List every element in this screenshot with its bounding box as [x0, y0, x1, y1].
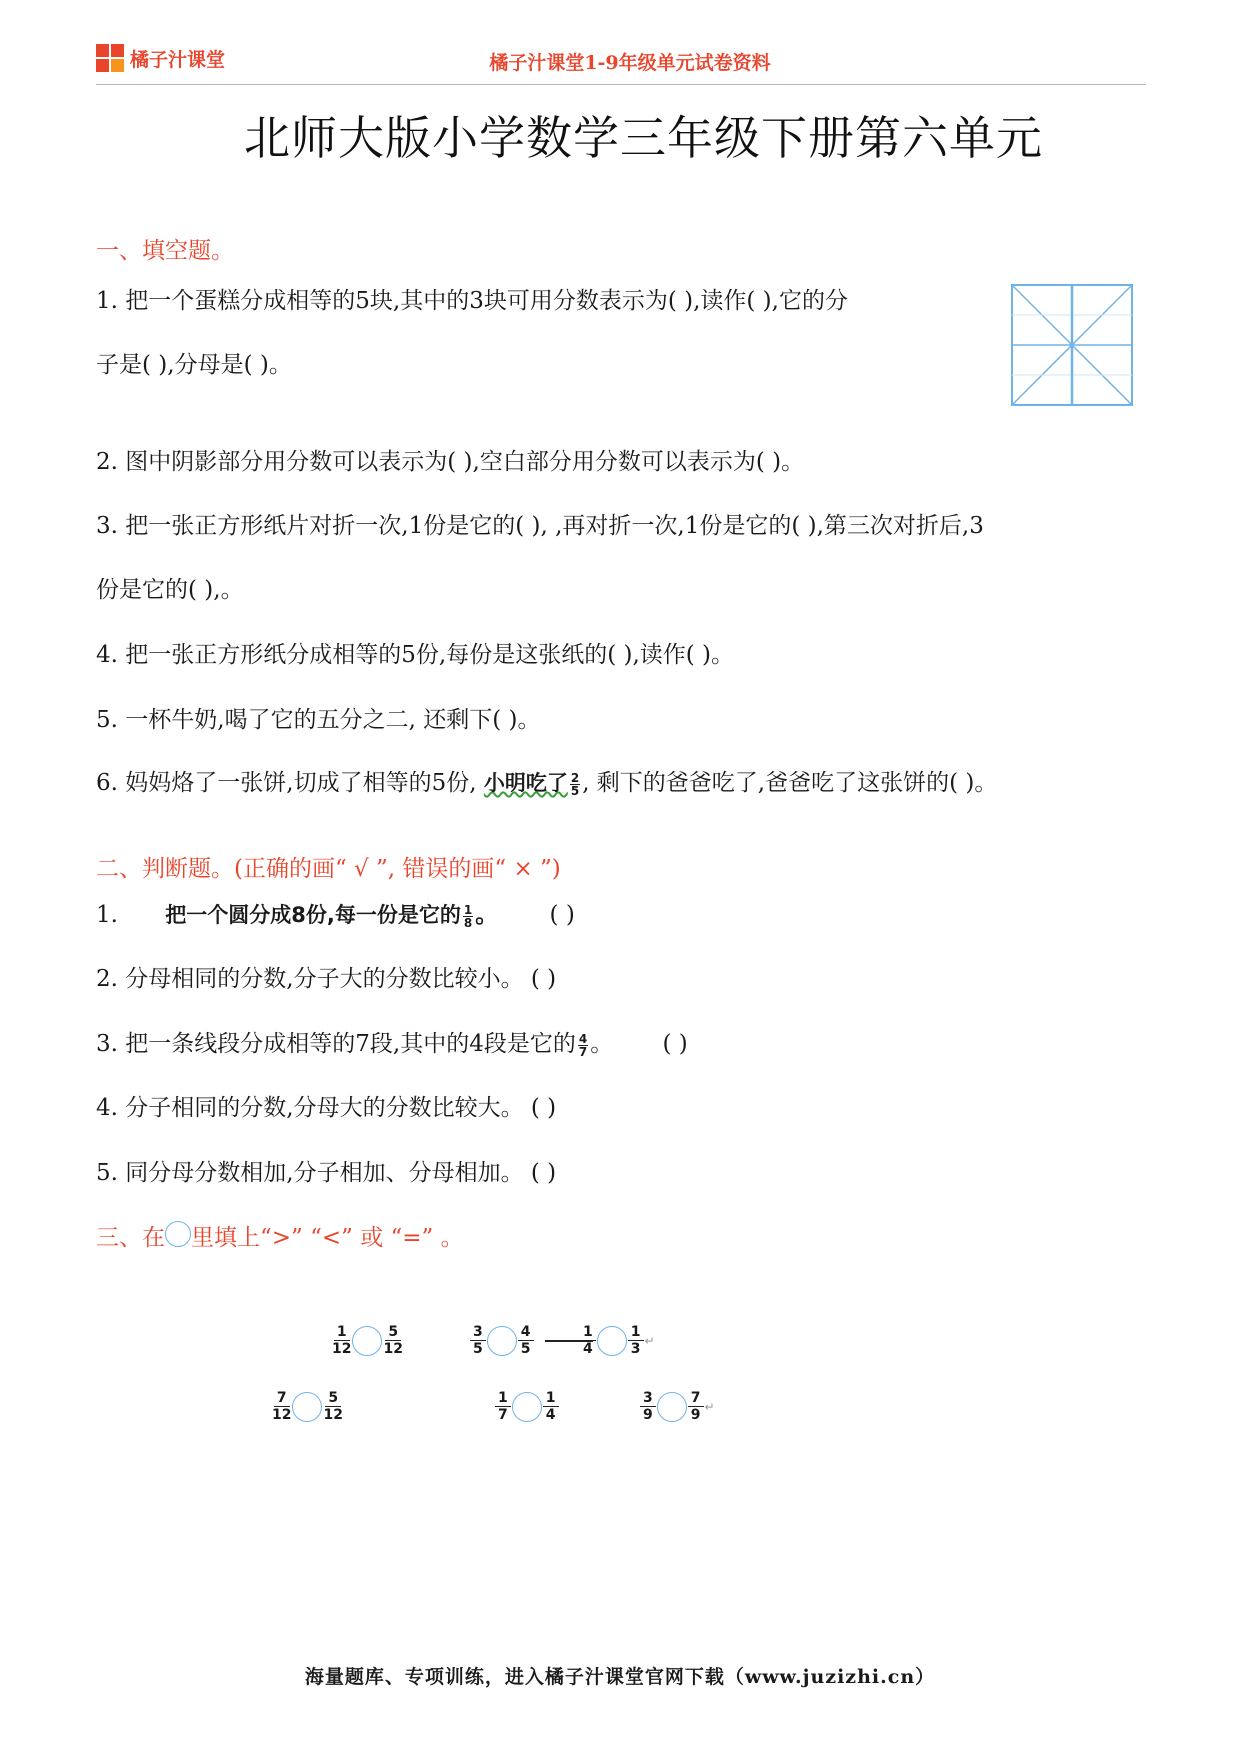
question-2-3-after: 。 [590, 1031, 614, 1057]
fraction-numerator: 3 [470, 1324, 486, 1341]
question-1-2: 2. 图中阴影部分用分数可以表示为( ),空白部分用分数可以表示为( )。 [96, 449, 805, 475]
section-2-heading: 二、判断题。(正确的画“ √ ”, 错误的画“ × ”) [96, 856, 561, 882]
fraction [570, 772, 580, 797]
fraction-right [543, 1390, 559, 1423]
fraction-numerator: 3 [640, 1390, 656, 1407]
fraction-numerator: 7 [274, 1390, 290, 1407]
question-1-4: 4. 把一张正方形纸分成相等的5份,每份是这张纸的( ),读作( )。 [96, 642, 735, 668]
fraction-right [323, 1390, 342, 1423]
logo-icon [96, 44, 124, 72]
return-mark-icon: ↵ [704, 1399, 715, 1414]
fraction-denominator: 12 [383, 1341, 403, 1357]
question-2-1 [96, 896, 575, 929]
comparison-item [580, 1324, 655, 1357]
brand-logo [96, 44, 225, 72]
footer-text: 海量题库、专项训练，进入橘子汁课堂官网下载（www.juzizhi.cn） [304, 1666, 936, 1688]
fraction-right [518, 1324, 534, 1357]
question-2-5: 5. 同分母分数相加,分子相加、分母相加。 ( ) [96, 1160, 557, 1186]
fraction-denominator: 9 [643, 1407, 653, 1423]
fraction-numerator: 1 [543, 1390, 559, 1407]
comparison-item [640, 1390, 715, 1423]
fraction [463, 904, 473, 929]
compare-circle[interactable] [597, 1326, 627, 1356]
fraction-numerator: 1 [463, 902, 473, 917]
circle-icon [165, 1221, 191, 1247]
fraction [578, 1033, 588, 1058]
question-1-6-before: 6. 妈妈烙了一张饼,切成了相等的5份, [96, 770, 484, 796]
comparison-item [332, 1324, 403, 1357]
section-3-heading-after: 里填上“>” “<” 或 “=” 。 [191, 1225, 464, 1251]
fraction-denominator: 4 [545, 1407, 556, 1423]
question-2-3-text: 3. 把一条线段分成相等的7段,其中的4段是它的 [96, 1031, 576, 1057]
fraction-denominator: 9 [690, 1407, 701, 1423]
fraction-numerator: 5 [325, 1390, 341, 1407]
fraction-denominator: 12 [272, 1407, 292, 1423]
question-1-5: 5. 一杯牛奶,喝了它的五分之二, 还剩下( )。 [96, 707, 541, 733]
fraction-numerator: 7 [688, 1390, 704, 1407]
fraction-numerator: 2 [570, 770, 580, 785]
section-3-heading-before: 三、在 [96, 1225, 165, 1251]
answer-paren[interactable]: ( ) [549, 902, 575, 928]
question-1-6-highlight: 小明吃了 [483, 771, 568, 795]
fraction-numerator: 1 [334, 1324, 350, 1341]
comparison-item [272, 1390, 343, 1423]
fraction-right [383, 1324, 402, 1357]
fraction-denominator: 4 [583, 1341, 593, 1357]
fraction-numerator: 5 [385, 1324, 401, 1341]
compare-circle[interactable] [292, 1392, 322, 1422]
question-2-1-number: 1. [96, 902, 118, 928]
answer-paren[interactable]: ( ) [662, 1031, 688, 1057]
question-1-6 [96, 764, 997, 797]
question-2-1-text: 把一个圆分成8份,每一份是它的 [165, 903, 461, 927]
fraction-denominator: 12 [332, 1341, 352, 1357]
fraction-left [640, 1390, 656, 1423]
question-1-1-line2: 子是( ),分母是( )。 [96, 352, 292, 378]
return-mark-icon: ↵ [644, 1333, 655, 1348]
fraction-numerator: 1 [580, 1324, 596, 1341]
question-1-6-after: , 剩下的爸爸吃了,爸爸吃了这张饼的( )。 [582, 770, 998, 796]
fraction-left [580, 1324, 596, 1357]
page-title: 北师大版小学数学三年级下册第六单元 [244, 111, 1043, 165]
fraction-left [332, 1324, 351, 1357]
fraction-numerator: 1 [495, 1390, 511, 1407]
question-1-3-line1: 3. 把一张正方形纸片对折一次,1份是它的( ), ,再对折一次,1份是它的( ),第三次对折后,3 [96, 513, 984, 539]
fraction-left [495, 1390, 511, 1423]
header-divider [96, 84, 1146, 85]
fraction-denominator: 7 [578, 1044, 588, 1059]
question-2-3 [96, 1025, 688, 1058]
question-2-1-after: 。 [475, 901, 499, 928]
section-1-heading: 一、填空题。 [96, 238, 234, 264]
fraction-denominator: 5 [570, 783, 580, 798]
fraction-denominator: 12 [323, 1407, 343, 1423]
logo-text: 橘子汁课堂 [130, 48, 226, 71]
section-3-heading [96, 1219, 464, 1252]
fraction-denominator: 7 [498, 1407, 508, 1423]
question-2-4: 4. 分子相同的分数,分母大的分数比较大。 ( ) [96, 1095, 557, 1121]
fraction-denominator: 8 [463, 915, 473, 930]
compare-circle[interactable] [657, 1392, 687, 1422]
fraction-numerator: 1 [628, 1324, 644, 1341]
fraction-denominator: 3 [630, 1341, 641, 1357]
compare-circle[interactable] [512, 1392, 542, 1422]
fraction-right [688, 1390, 704, 1423]
comparison-item [470, 1324, 534, 1357]
mi-grid-square-icon [1011, 284, 1133, 406]
question-1-1-line1: 1. 把一个蛋糕分成相等的5块,其中的3块可用分数表示为( ),读作( ),它的分 [96, 288, 848, 314]
question-2-2: 2. 分母相同的分数,分子大的分数比较小。 ( ) [96, 966, 557, 992]
header-title: 橘子汁课堂1-9年级单元试卷资料 [489, 52, 771, 74]
question-1-3-line2: 份是它的( ),。 [96, 577, 244, 603]
fraction-right [628, 1324, 644, 1357]
fraction-left [272, 1390, 291, 1423]
fraction-left [470, 1324, 486, 1357]
fraction-numerator: 4 [578, 1031, 588, 1046]
fraction-numerator: 4 [518, 1324, 534, 1341]
compare-circle[interactable] [487, 1326, 517, 1356]
compare-circle[interactable] [352, 1326, 382, 1356]
comparison-item [495, 1390, 559, 1423]
fraction-denominator: 5 [520, 1341, 531, 1357]
fraction-denominator: 5 [473, 1341, 483, 1357]
